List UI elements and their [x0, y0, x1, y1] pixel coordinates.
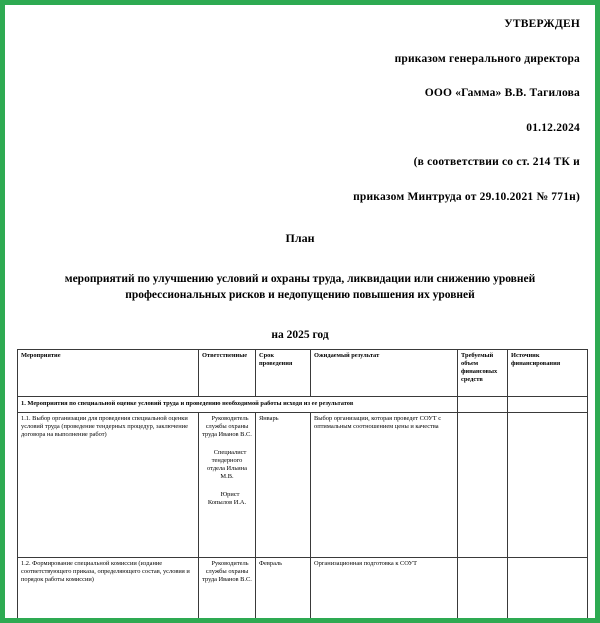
document-body — [5, 5, 595, 618]
approval-line-3: ООО «Гамма» В.В. Тагилова — [424, 87, 580, 99]
responsible-person: Руководитель службы охраны труда Иванов В.С. — [202, 415, 252, 439]
column-header-deadline: Срок проведения — [256, 350, 311, 397]
column-header-result: Ожидаемый результат — [311, 350, 458, 397]
table-row — [18, 558, 588, 620]
approval-line-4: 01.12.2024 — [526, 121, 580, 134]
approval-line-5: (в соответствии со ст. 214 ТК и — [413, 156, 580, 168]
cell-responsible — [199, 413, 256, 558]
table-row — [18, 413, 588, 558]
page-subtitle: мероприятий по улучшению условий и охраны труда, ликвидации или снижению уровней профессиональных рисков и недопущению повышения их уровней — [64, 273, 536, 301]
column-header-measure: Мероприятие — [18, 350, 199, 397]
approval-line-2: приказом генерального директора — [394, 52, 580, 65]
cell-amount — [458, 413, 508, 558]
section-amount-cell — [458, 397, 508, 413]
cell-source — [508, 558, 588, 620]
cell-amount — [458, 558, 508, 620]
cell-source — [508, 413, 588, 558]
cell-deadline: Февраль — [256, 558, 311, 620]
cell-measure: 1.1. Выбор организации для проведения специальной оценки условий труда (проведение тендерных процедур, заключение договора на выполнение работ) — [18, 413, 199, 558]
approval-line-1: УТВЕРЖДЕН — [504, 18, 580, 30]
cell-responsible — [199, 558, 256, 620]
cell-measure: 1.2. Формирование специальной комиссии (издание соответствующего приказа, определяющего состав, условия и порядок работы комиссии) — [18, 558, 199, 620]
approval-line-6: приказом Минтруда от 29.10.2021 № 771н) — [353, 190, 580, 203]
column-header-amount: Требуемый объем финансовых средств — [458, 350, 508, 397]
cell-result: Выбор организации, которая проведет СОУТ с оптимальным соотношением цены и качества — [311, 413, 458, 558]
plan-table — [17, 349, 588, 620]
page-title: План — [285, 231, 315, 245]
plan-year: на 2025 год — [271, 329, 329, 342]
responsible-person: Специалист тендерного отдела Ильина М.В. — [207, 449, 247, 481]
responsible-person: Юрист Копылов И.А. — [207, 491, 247, 507]
section-title: 1. Мероприятия по специальной оценке условий труда и проведению необходимой работы исходя из ее результатов — [18, 397, 458, 413]
title-block — [12, 231, 588, 341]
cell-result: Организационная подготовка к СОУТ — [311, 558, 458, 620]
responsible-person: Руководитель службы охраны труда Иванов В.С. — [202, 560, 252, 584]
column-header-source: Источник финансирования — [508, 350, 588, 397]
section-source-cell — [508, 397, 588, 413]
cell-deadline: Январь — [256, 413, 311, 558]
approval-block — [12, 5, 588, 203]
column-header-responsible: Ответственные — [199, 350, 256, 397]
table-section-row — [18, 397, 588, 413]
table-header-row — [18, 350, 588, 397]
